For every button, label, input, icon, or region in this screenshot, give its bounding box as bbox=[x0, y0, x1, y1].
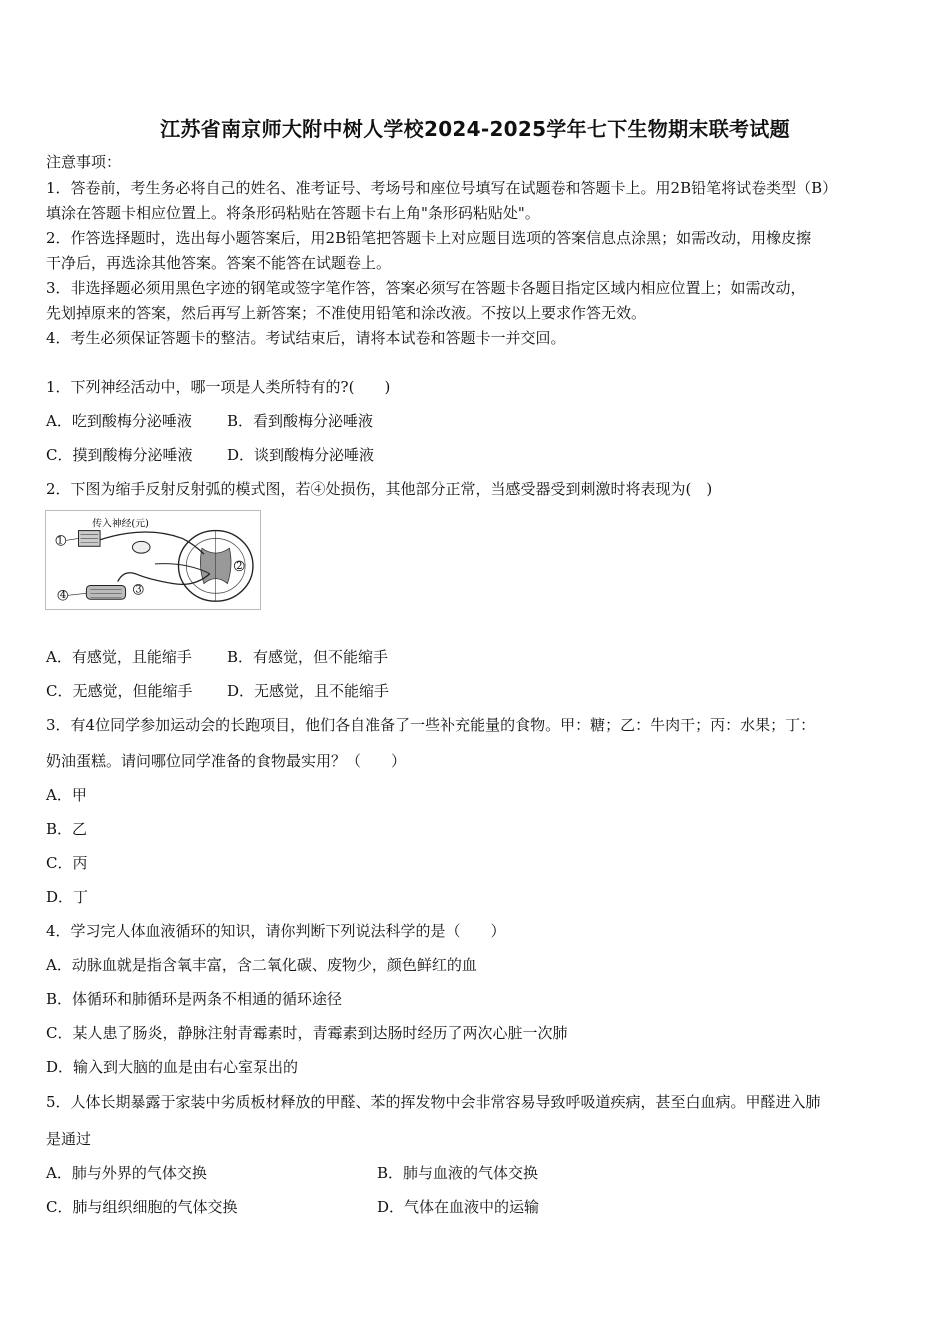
notice-line: 4．考生必须保证答题卡的整洁。考试结束后，请将本试卷和答题卡一并交回。 bbox=[46, 329, 566, 347]
q4-option-a[interactable]: A．动脉血就是指含氧丰富，含二氧化碳、废物少，颜色鲜红的血 bbox=[46, 956, 477, 974]
q3-option-b[interactable]: B．乙 bbox=[46, 820, 88, 838]
notice-heading: 注意事项： bbox=[46, 153, 122, 171]
q1-option-b[interactable]: B．看到酸梅分泌唾液 bbox=[227, 412, 374, 430]
q4-option-d[interactable]: D．输入到大脑的血是由右心室泵出的 bbox=[46, 1058, 299, 1076]
figure-label-afferent: 传入神经(元) bbox=[92, 518, 149, 530]
q5-stem-cont: 是通过 bbox=[46, 1130, 92, 1148]
q3-stem: 3．有4位同学参加运动会的长跑项目，他们各自准备了一些补充能量的食物。甲：糖；乙：牛肉干；丙：水果；丁： bbox=[46, 716, 816, 734]
exam-title: 江苏省南京师大附中树人学校2024-2025学年七下生物期末联考试题 bbox=[160, 117, 790, 141]
notice-line: 填涂在答题卡相应位置上。将条形码粘贴在答题卡右上角"条形码粘贴处"。 bbox=[46, 204, 540, 222]
q1-option-a[interactable]: A．吃到酸梅分泌唾液 bbox=[46, 412, 192, 430]
q1-stem: 1．下列神经活动中，哪一项是人类所特有的?( ) bbox=[46, 378, 391, 396]
figure-mark-3: 3 bbox=[135, 584, 142, 596]
q4-option-b[interactable]: B．体循环和肺循环是两条不相通的循环途径 bbox=[46, 990, 343, 1008]
reflex-arc-diagram bbox=[46, 511, 260, 609]
q3-option-d[interactable]: D．丁 bbox=[46, 888, 89, 906]
notice-line: 1．答卷前，考生务必将自己的姓名、准考证号、考场号和座位号填写在试题卷和答题卡上。用2B铅笔将试卷类型（B） bbox=[46, 179, 838, 197]
notice-line: 3．非选择题必须用黑色字迹的钢笔或签字笔作答，答案必须写在答题卡各题目指定区域内相应位置上；如需改动， bbox=[46, 279, 806, 297]
q3-stem-cont: 奶油蛋糕。请问哪位同学准备的食物最实用？（ ） bbox=[46, 752, 407, 770]
q5-stem: 5．人体长期暴露于家装中劣质板材释放的甲醛、苯的挥发物中会非常容易导致呼吸道疾病，甚至白血病。甲醛进入肺 bbox=[46, 1093, 821, 1111]
q1-option-d[interactable]: D．谈到酸梅分泌唾液 bbox=[227, 446, 375, 464]
q3-option-a[interactable]: A．甲 bbox=[46, 786, 87, 804]
q2-option-d[interactable]: D．无感觉，且不能缩手 bbox=[227, 682, 390, 700]
q5-option-a[interactable]: A．肺与外界的气体交换 bbox=[46, 1164, 207, 1182]
reflex-arc-figure bbox=[45, 510, 261, 610]
q2-option-c[interactable]: C．无感觉，但能缩手 bbox=[46, 682, 193, 700]
q2-stem: 2．下图为缩手反射反射弧的模式图，若④处损伤，其他部分正常，当感受器受到刺激时将表现为( ) bbox=[46, 480, 713, 498]
q3-option-c[interactable]: C．丙 bbox=[46, 854, 88, 872]
figure-mark-4: 4 bbox=[59, 590, 67, 602]
q1-option-c[interactable]: C．摸到酸梅分泌唾液 bbox=[46, 446, 193, 464]
q4-option-c[interactable]: C．某人患了肠炎，静脉注射青霉素时，青霉素到达肠时经历了两次心脏一次肺 bbox=[46, 1024, 568, 1042]
notice-line: 2．作答选择题时，选出每小题答案后，用2B铅笔把答题卡上对应题目选项的答案信息点涂黑；如需改动，用橡皮擦 bbox=[46, 229, 812, 247]
q5-option-c[interactable]: C．肺与组织细胞的气体交换 bbox=[46, 1198, 238, 1216]
q4-stem: 4．学习完人体血液循环的知识，请你判断下列说法科学的是（ ） bbox=[46, 922, 506, 940]
q2-option-b[interactable]: B．有感觉，但不能缩手 bbox=[227, 648, 389, 666]
figure-mark-2: 2 bbox=[236, 560, 243, 572]
q5-option-d[interactable]: D．气体在血液中的运输 bbox=[377, 1198, 540, 1216]
notice-line: 先划掉原来的答案，然后再写上新答案；不准使用铅笔和涂改液。不按以上要求作答无效。 bbox=[46, 304, 647, 322]
figure-mark-1: 1 bbox=[56, 535, 64, 547]
q2-option-a[interactable]: A．有感觉，且能缩手 bbox=[46, 648, 192, 666]
notice-line: 干净后，再选涂其他答案。答案不能答在试题卷上。 bbox=[46, 254, 392, 272]
q5-option-b[interactable]: B．肺与血液的气体交换 bbox=[377, 1164, 539, 1182]
